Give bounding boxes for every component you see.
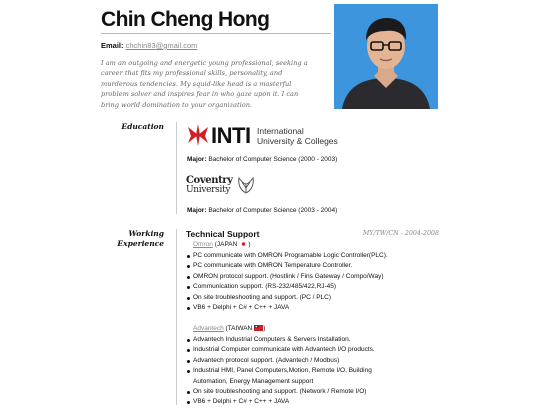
omron-country-close: ) [248, 241, 251, 248]
list-item: Communication support. (RS-232/485/422,RJ-45) [186, 282, 446, 292]
company-omron [193, 241, 251, 248]
email-label: Email: [101, 41, 124, 50]
job-location-dates: MY/TW/CN - 2004-2008 [362, 230, 439, 237]
advantech-country-close: ) [263, 325, 266, 332]
coventry-major-label: Major: [187, 207, 207, 214]
japan-flag-icon [239, 241, 251, 248]
company-advantech [193, 325, 265, 332]
education-divider [176, 122, 177, 214]
list-item: PC communicate with OMRON Temperature Controller. [186, 261, 446, 271]
list-item: VB6 + Delphi + C# + C++ + JAVA [186, 397, 406, 407]
profile-photo [334, 4, 438, 109]
name-divider [101, 33, 331, 34]
coventry-crest-icon [236, 176, 256, 194]
omron-country: (JAPAN [214, 241, 238, 248]
inti-logo-sub-2: University & Colleges [257, 136, 338, 146]
list-item: VB6 + Delphi + C# + C++ + JAVA [186, 303, 446, 313]
experience-divider [176, 229, 177, 405]
advantech-link[interactable]: Advantech [193, 325, 224, 332]
inti-major [187, 156, 337, 163]
resume-name: Chin Cheng Hong [101, 8, 270, 31]
coventry-logo-sub: University [186, 185, 231, 195]
advantech-country: (TAIWAN [225, 325, 253, 332]
education-label: Education [121, 122, 164, 131]
list-item: On site troubleshooting and support. (Network / Remote I/O) [186, 387, 406, 397]
list-item: PC communicate with OMRON Programable Logic Controller(PLC). [186, 251, 446, 261]
bio-text: I am an outgoing and energetic young professional, seeking a career that fits my professional skills, personality, and murderous tendencies. My squid-like head is a masterful problem solver and inspires fear in who gaze upon it. I can bring world domination to your organization. [101, 59, 308, 109]
list-item: Advantech protocol support. (Advantech / Modbus) [186, 356, 406, 366]
list-item: OMRON protocol support. (Hostlink / Fins Gateway / Compo/Way) [186, 272, 446, 282]
coventry-major-text: Bachelor of Computer Science (2003 - 2004) [208, 207, 338, 214]
list-item: Advantech Industrial Computers & Servers Installation. [186, 335, 406, 345]
experience-label [100, 229, 164, 249]
inti-logo-sub-1: International [257, 126, 304, 136]
omron-duties-list [186, 251, 446, 313]
omron-link[interactable]: Omron [193, 241, 213, 248]
person-portrait-icon [334, 4, 438, 109]
advantech-duties-list [186, 335, 406, 408]
experience-label-line-1: Working [128, 229, 164, 238]
inti-logo-main: INTI [211, 123, 251, 148]
inti-major-text: Bachelor of Computer Science (2000 - 2003) [208, 156, 338, 163]
list-item: Industrial HMI, Panel Computers,Motion, Remote I/O, Building Automation, Energy Management support [186, 366, 406, 387]
list-item: Industrial Computer communicate with Advantech I/O products. [186, 345, 406, 355]
inti-logo [186, 123, 356, 154]
coventry-major [187, 207, 337, 214]
taiwan-flag-icon [254, 325, 266, 332]
email-line [101, 41, 197, 50]
inti-major-label: Major: [187, 156, 207, 163]
coventry-logo-main: Coventry [186, 175, 233, 186]
email-link[interactable]: chchin83@gmail.com [125, 41, 198, 50]
job-title: Technical Support [186, 229, 260, 239]
experience-label-line-2: Experience [117, 239, 164, 248]
list-item: On site troubleshooting and support. (PC / PLC) [186, 293, 446, 303]
